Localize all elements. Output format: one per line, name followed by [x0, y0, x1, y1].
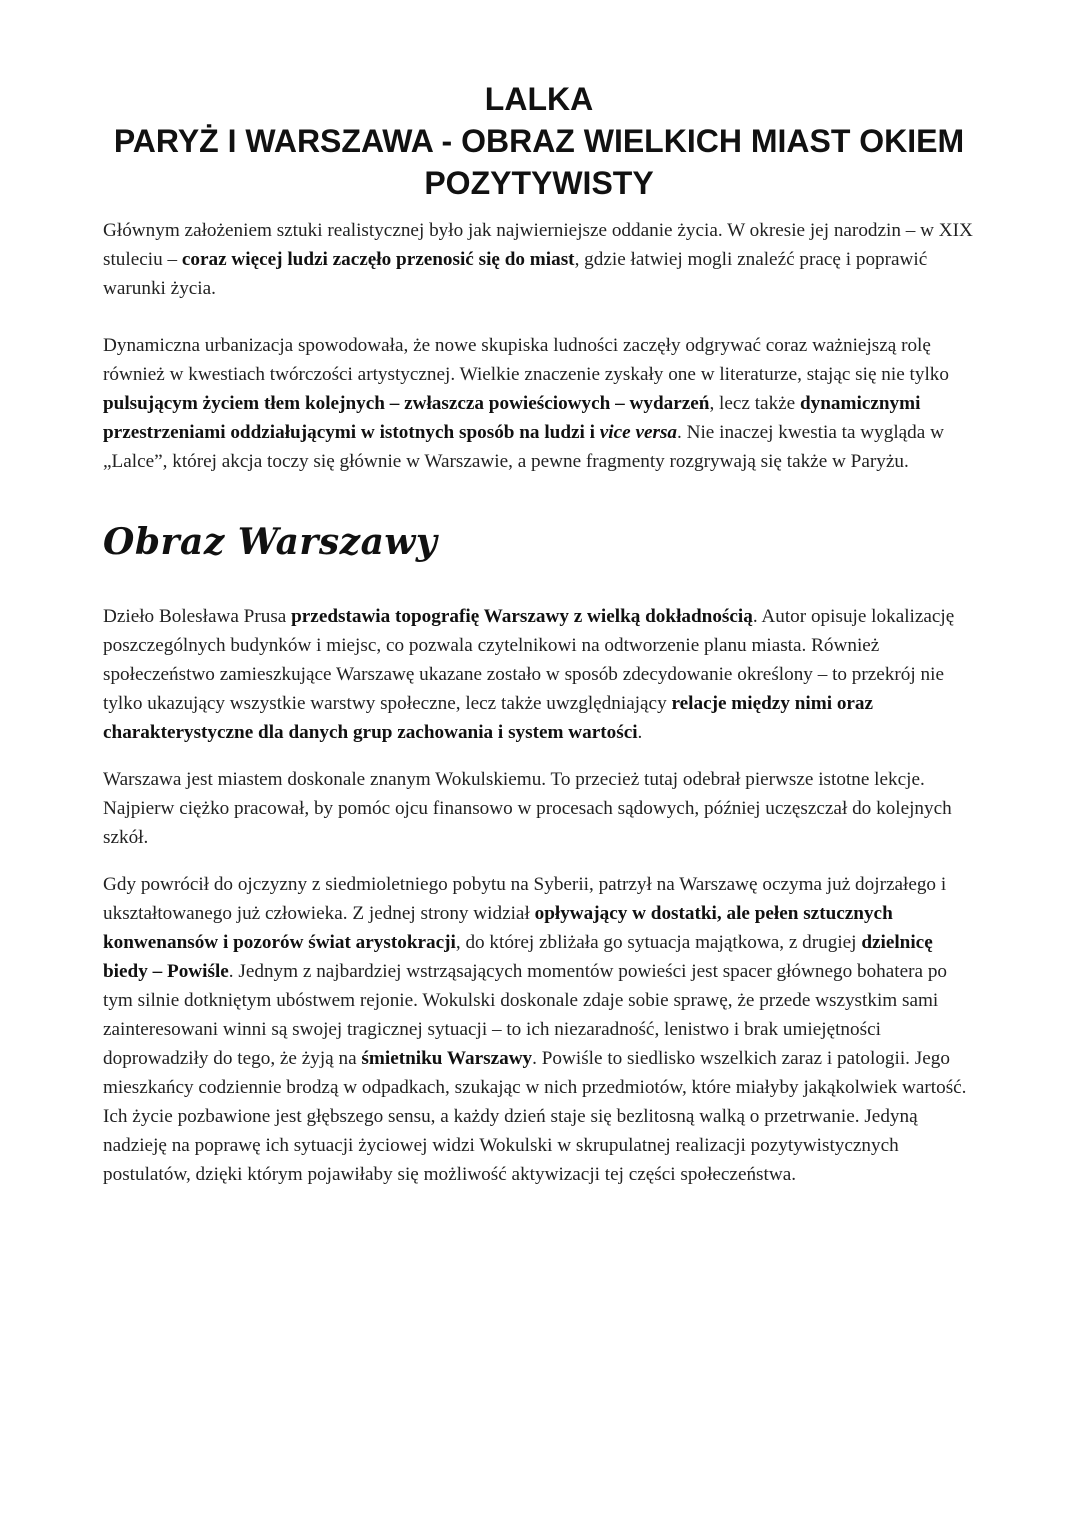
text-run: Gdy powrócił do ojczyzny z siedmioletniego pobytu na Syberii, patrzył na Warszawę oczyma już dojrzałego i ukształtowanego już człowieka. Z jednej strony widział	[103, 874, 947, 924]
bold-run: śmietniku Warszawy	[361, 1048, 533, 1069]
section-heading: Obraz Warszawy	[103, 521, 438, 563]
text-run: Warszawa jest miastem doskonale znanym Wokulskiemu. To przecież tutaj odebrał pierwsze istotne lekcje. Najpierw ciężko pracował, by pomóc ojcu finansowo w procesach sądowych, później uczęszczał do kolejnych szkół.	[103, 769, 952, 848]
text-run: Dzieło Bolesława Prusa	[103, 606, 292, 627]
text-run: . Powiśle to siedlisko wszelkich zaraz i patologii. Jego mieszkańcy codziennie brodzą w odpadkach, szukając w nich przedmiotów, które miałyby jakąkolwiek wartość. Ich życie pozbawione jest głębszego sensu, a każdy dzień staje się bezlitosną walką o przetrwanie. Jedyną nadzieję na poprawę ich sytuacji życiowej widzi Wokulski w skrupulatnej realizacji pozytywistycznych postulatów, dzięki którym pojawiłaby się możliwość aktywizacji tej części społeczeństwa.	[103, 1048, 967, 1185]
bold-run: dzielnicę biedy – Powiśle	[103, 932, 933, 982]
text-run: , lecz także	[709, 393, 800, 414]
section-paragraph-1	[103, 602, 975, 747]
section-paragraph-3	[103, 870, 975, 1189]
italic-run: vice versa	[599, 422, 678, 443]
bold-run: opływający w dostatki, ale pełen sztucznych konwenansów i pozorów świat arystokracji	[103, 903, 893, 953]
text-run: Głównym założeniem sztuki realistycznej było jak najwierniejsze oddanie życia. W okresie jej narodzin – w XIX stuleciu –	[103, 220, 973, 270]
bold-run: relacje między nimi oraz charakterystyczne dla danych grup zachowania i system wartości	[103, 693, 874, 743]
bold-run	[600, 422, 677, 443]
intro-paragraph-2	[103, 331, 975, 476]
document-page	[103, 78, 975, 1189]
intro-paragraph-1	[103, 216, 975, 303]
title-line-3: POZYTYWISTY	[424, 165, 654, 201]
bold-run: coraz więcej ludzi zaczęło przenosić się do miast	[181, 249, 575, 270]
text-run: , gdzie łatwiej mogli znaleźć pracę i poprawić warunki życia.	[103, 249, 928, 299]
text-run: . Autor opisuje lokalizację poszczególnych budynków i miejsc, co pozwala czytelnikowi na odtworzenie planu miasta. Również społeczeństwo zamieszkujące Warszawę ukazane zostało w sposób zdecydowanie określony – to przekrój nie tylko ukazujący wszystkie warstwy społeczne, lecz także uwzględniający	[103, 606, 955, 714]
title-line-2: PARYŻ I WARSZAWA - OBRAZ WIELKICH MIAST OKIEM	[113, 123, 965, 159]
text-run: . Nie inaczej kwestia ta wygląda w „Lalce”, której akcja toczy się głównie w Warszawie, a pewne fragmenty rozgrywają się także w Paryżu.	[103, 422, 944, 472]
text-run: Dynamiczna urbanizacja spowodowała, że nowe skupiska ludności zaczęły odgrywać coraz ważniejszą rolę również w kwestiach twórczości artystycznej. Wielkie znaczenie zyskały one w literaturze, stając się nie tylko	[103, 335, 949, 385]
section-paragraph-2	[103, 765, 975, 852]
text-run: , do której zbliżała go sytuacja majątkowa, z drugiej	[455, 932, 862, 953]
bold-run: dynamicznymi przestrzeniami oddziałującymi w istotnych sposób na ludzi i	[103, 393, 921, 443]
title-line-1: LALKA	[484, 81, 594, 117]
bold-run: pulsującym życiem tłem kolejnych – zwłaszcza powieściowych – wydarzeń	[103, 393, 710, 414]
bold-run: przedstawia topografię Warszawy z wielką dokładnością	[291, 606, 753, 627]
document-title	[103, 78, 975, 204]
text-run: .	[637, 722, 643, 743]
text-run: . Jednym z najbardziej wstrząsających momentów powieści jest spacer głównego bohatera po tym silnie dotkniętym ubóstwem rejonie. Wokulski doskonale zdaje sobie sprawę, że przede wszystkim sami zainteresowani winni są swojej tragicznej sytuacji – to ich niezaradność, lenistwo i brak umiejętności doprowadziły do tego, że żyją na	[103, 961, 948, 1069]
